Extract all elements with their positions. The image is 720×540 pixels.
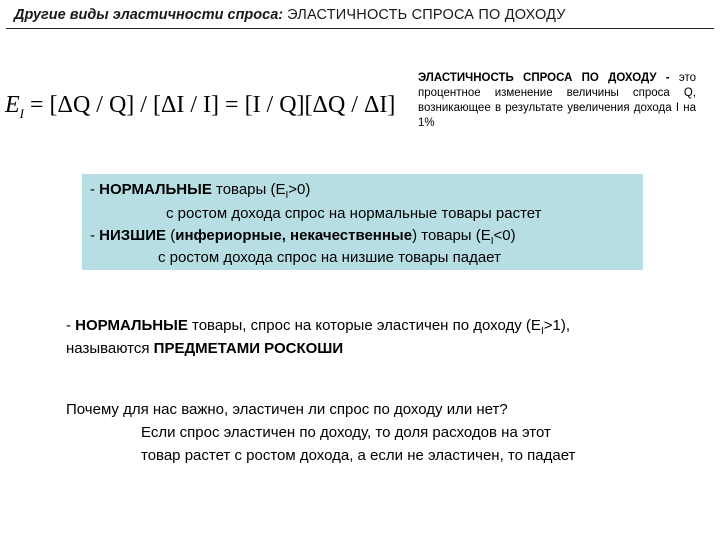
luxury-goods-line [66,317,570,337]
luxury-normal-label: НОРМАЛЬНЫЕ [75,317,188,334]
normal-goods-condition: >0) [288,181,311,198]
formula-lhs-subscript: I [19,105,25,121]
inferior-goods-condition: <0) [493,227,516,244]
normal-goods-description: с ростом дохода спрос на нормальные товары растет [166,205,542,222]
normal-goods-label: НОРМАЛЬНЫЕ [99,181,212,198]
inferior-goods-subscript: I [490,236,494,247]
elasticity-formula [5,92,395,122]
luxury-goods-term: ПРЕДМЕТАМИ РОСКОШИ [153,340,344,357]
inferior-goods-line [90,227,516,247]
luxury-called-text: называются [66,340,154,357]
title-part-2: ЭЛАСТИЧНОСТЬ СПРОСА ПО ДОХОДУ [287,7,566,23]
title-part-1: Другие виды эластичности спроса: [14,7,284,23]
slide-title [14,7,714,23]
inferior-goods-description: с ростом дохода спрос на низшие товары падает [158,249,501,266]
bullet-dash: - [66,317,76,334]
normal-goods-subscript: I [285,190,289,201]
normal-goods-line [90,181,310,201]
definition-text: это процентное изменение величины спроса Q, возникающее в результате увеличения дохода I на 1% [418,72,696,129]
paren-open: ( [166,227,176,244]
luxury-subscript: I [540,326,544,337]
luxury-text: товары, спрос на которые эластичен по доходу (E [187,317,541,334]
inferior-goods-synonyms: инфериорные, некачественные [175,227,413,244]
formula-rhs: = [ΔQ / Q] / [ΔI / I] = [I / Q][ΔQ / ΔI] [30,92,396,118]
definition-block [418,71,696,131]
definition-heading: ЭЛАСТИЧНОСТЬ СПРОСА ПО ДОХОДУ - [418,72,670,84]
inferior-goods-label: НИЗШИЕ [99,227,167,244]
formula-lhs: E [5,92,20,118]
answer-line-1: Если спрос эластичен по доходу, то доля расходов на этот [141,424,551,441]
question-text: Почему для нас важно, эластичен ли спрос по доходу или нет? [66,401,508,418]
luxury-goods-name-line [66,340,343,357]
inferior-goods-text: ) товары (E [412,227,491,244]
answer-line-2: товар растет с ростом дохода, а если не эластичен, то падает [141,447,576,464]
title-divider [6,28,714,29]
normal-goods-text: товары (E [211,181,286,198]
bullet-dash: - [90,181,100,198]
luxury-condition: >1), [543,317,570,334]
bullet-dash: - [90,227,100,244]
